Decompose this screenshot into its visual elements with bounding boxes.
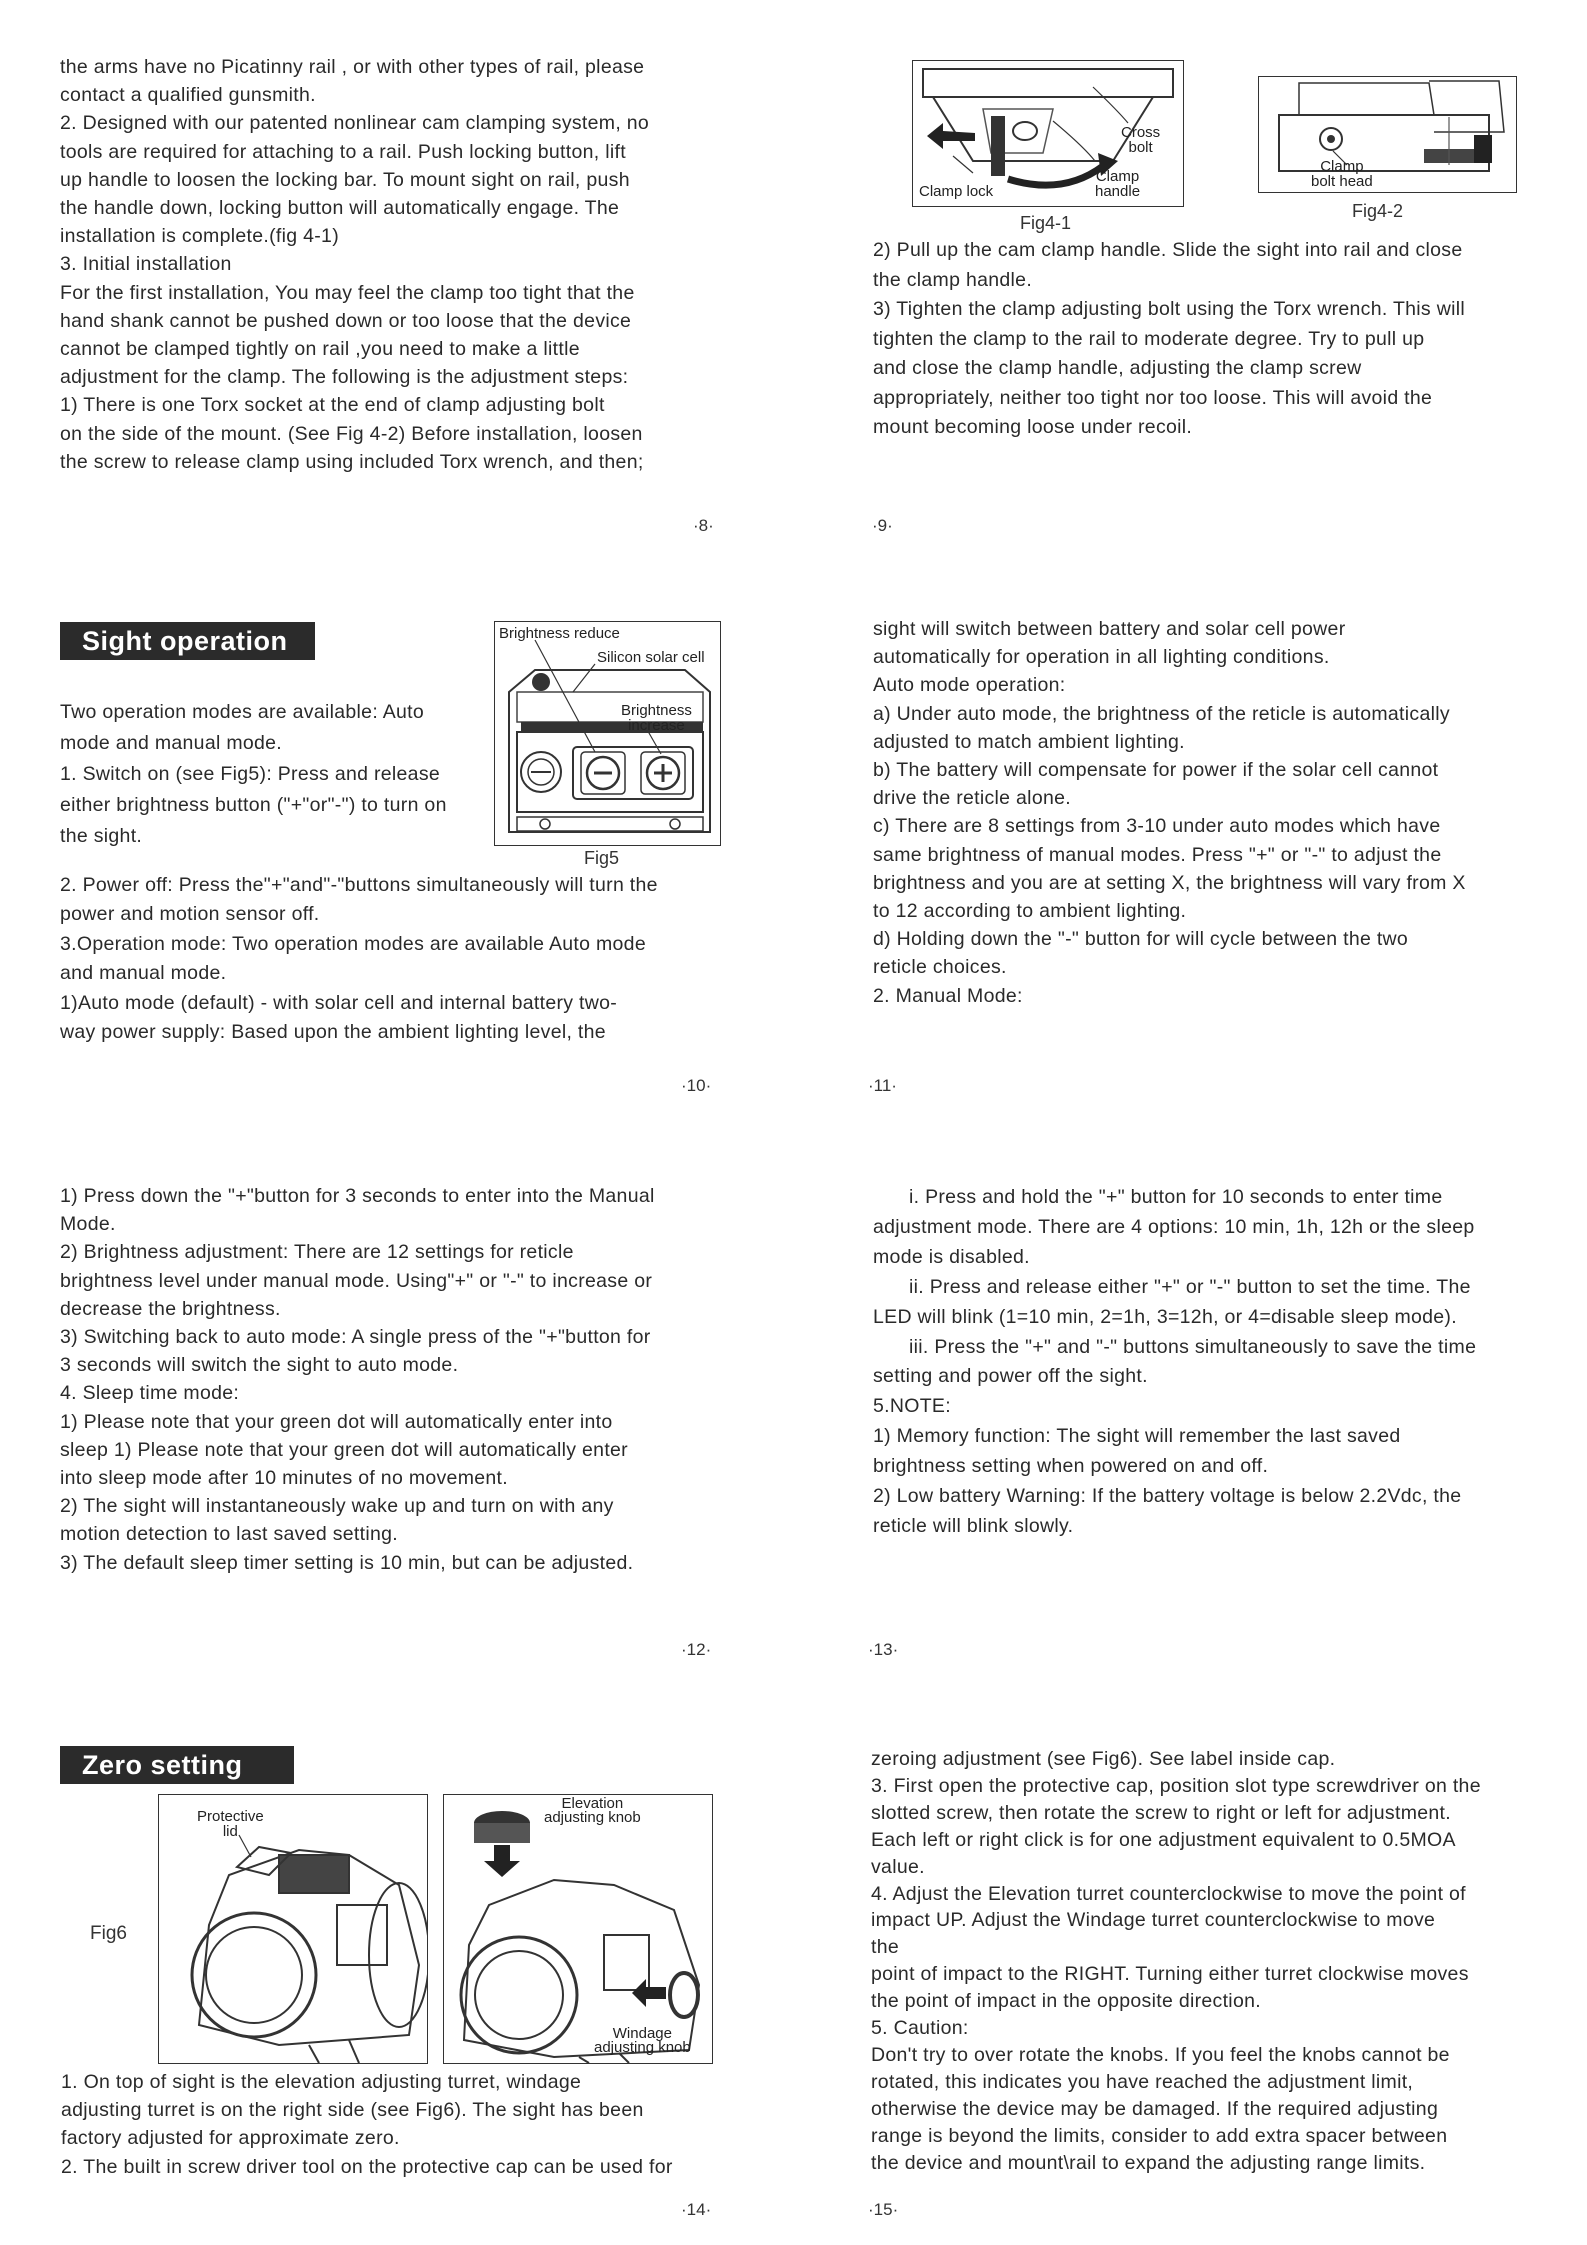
text-line: contact a qualified gunsmith. [60, 84, 316, 107]
text-line: 2. Power off: Press the"+"and"-"buttons simultaneously will turn the [60, 874, 658, 896]
text-line: 2) Pull up the cam clamp handle. Slide the sight into rail and close [873, 239, 1463, 261]
text-line: Each left or right click is for one adjustment equivalent to 0.5MOA [871, 1828, 1456, 1851]
text-line: automatically for operation in all lighting conditions. [873, 646, 1330, 669]
text-line: 1) Please note that your green dot will automatically enter into [60, 1410, 613, 1433]
section-heading-sight-operation: Sight operation [60, 622, 315, 660]
windage-knob-label: Windage adjusting knob [594, 2025, 691, 2056]
text-line: same brightness of manual modes. Press "+" or "-" to adjust the [873, 843, 1442, 866]
text-line: brightness setting when powered on and off. [873, 1455, 1269, 1478]
page-14-text [61, 2068, 751, 2181]
cross-bolt-label: Cross bolt [1121, 124, 1161, 156]
text-line: zeroing adjustment (see Fig6). See label inside cap. [871, 1748, 1336, 1770]
text-line: Auto mode operation: [873, 674, 1066, 697]
text-line: 3) Tighten the clamp adjusting bolt using the Torx wrench. This will [873, 298, 1465, 320]
text-line: 3) The default sleep timer setting is 10 min, but can be adjusted. [60, 1551, 634, 1574]
figure-6-caption: Fig6 [90, 1923, 127, 1944]
text-line: 5. Caution: [871, 2017, 969, 2040]
text-line: value. [871, 1855, 925, 1878]
text-line: way power supply: Based upon the ambient lighting level, the [60, 1021, 606, 1044]
page-11-text [873, 615, 1553, 1010]
text-line: 4. Adjust the Elevation turret counterclockwise to move the point of [871, 1882, 1466, 1905]
text-line: 1)Auto mode (default) - with solar cell and internal battery two- [60, 991, 618, 1014]
text-line: Mode. [60, 1213, 116, 1236]
text-line: slotted screw, then rotate the screw to right or left for adjustment. [871, 1801, 1451, 1824]
text-line: 2. The built in screw driver tool on the protective cap can be used for [61, 2155, 673, 2178]
figure-4-2-caption: Fig4-2 [1352, 201, 1404, 221]
text-line: the device and mount\rail to expand the adjusting range limits. [871, 2151, 1426, 2174]
page-number-12: ·12· [681, 1640, 712, 1659]
figure-5-caption: Fig5 [584, 848, 620, 868]
text-line: motion detection to last saved setting. [60, 1523, 398, 1546]
page-9-text [873, 236, 1553, 443]
page-number-10: ·10· [681, 1076, 712, 1095]
text-line: a) Under auto mode, the brightness of the reticle is automatically [873, 702, 1450, 725]
text-line: the arms have no Picatinny rail , or with other types of rail, please [60, 56, 645, 78]
page-8-text [60, 53, 740, 476]
text-line: 1) Memory function: The sight will remember the last saved [873, 1425, 1401, 1448]
text-line: 1. Switch on (see Fig5): Press and release [60, 763, 441, 785]
text-line: d) Holding down the "-" button for will cycle between the two [873, 928, 1409, 951]
text-line: 1. On top of sight is the elevation adjusting turret, windage [61, 2071, 582, 2093]
clamp-bolt-illustration [1259, 77, 1516, 192]
text-line: adjusting turret is on the right side (see Fig6). The sight has been [61, 2099, 644, 2122]
text-line: 5.NOTE: [873, 1395, 951, 1418]
figure-5 [494, 621, 721, 846]
text-line: sight will switch between battery and solar cell power [873, 618, 1346, 640]
text-line: reticle will blink slowly. [873, 1514, 1074, 1537]
text-line: Don't try to over rotate the knobs. If you feel the knobs cannot be [871, 2043, 1450, 2066]
text-line: 4. Sleep time mode: [60, 1382, 240, 1405]
text-line: and manual mode. [60, 962, 227, 985]
figure-6-left [158, 1794, 428, 2064]
text-line: the sight. [60, 825, 143, 847]
text-line: either brightness button ("+"or"-") to turn on [60, 794, 447, 816]
page-10-side-text [60, 697, 500, 852]
text-line: ii. Press and release either "+" or "-" button to set the time. The [909, 1275, 1471, 1298]
text-line: 2) Low battery Warning: If the battery voltage is below 2.2Vdc, the [873, 1485, 1462, 1508]
text-line: 3. Initial installation [60, 253, 232, 276]
text-line: 3.Operation mode: Two operation modes are available Auto mode [60, 932, 646, 955]
page-number-11: ·11· [868, 1076, 897, 1095]
elevation-knob-label: Elevation adjusting knob [544, 1795, 641, 1826]
page-10-text [60, 871, 740, 1047]
text-line: appropriately, neither too tight nor too loose. This will avoid the [873, 386, 1433, 409]
protective-lid-label: Protective lid [197, 1808, 264, 1840]
text-line: mode is disabled. [873, 1245, 1030, 1268]
text-line: power and motion sensor off. [60, 903, 320, 926]
text-line: installation is complete.(fig 4-1) [60, 225, 339, 248]
text-line: reticle choices. [873, 956, 1007, 979]
text-line: to 12 according to ambient lighting. [873, 900, 1187, 923]
text-line: tools are required for attaching to a rail. Push locking button, lift [60, 140, 626, 163]
text-line: i. Press and hold the "+" button for 10 seconds to enter time [909, 1186, 1443, 1208]
text-line: 3) Switching back to auto mode: A single press of the "+"button for [60, 1326, 651, 1349]
text-line: tighten the clamp to the rail to moderate degree. Try to pull up [873, 327, 1425, 350]
text-line: sleep 1) Please note that your green dot will automatically enter [60, 1438, 628, 1461]
text-line: otherwise the device may be damaged. If the required adjusting [871, 2097, 1439, 2120]
figure-6-right [443, 1794, 713, 2064]
text-line: and close the clamp handle, adjusting the clamp screw [873, 357, 1362, 379]
text-line: on the side of the mount. (See Fig 4-2) Before installation, loosen [60, 422, 643, 445]
text-line: rotated, this indicates you have reached the adjustment limit, [871, 2070, 1414, 2093]
text-line: c) There are 8 settings from 3-10 under auto modes which have [873, 815, 1441, 838]
page-number-15: ·15· [868, 2200, 899, 2219]
text-line: mount becoming loose under recoil. [873, 416, 1193, 438]
text-line: the screw to release clamp using included Torx wrench, and then; [60, 450, 644, 473]
figure-4-1 [912, 60, 1184, 207]
page-12-text [60, 1182, 740, 1577]
sight-knobs-illustration [444, 1795, 712, 2063]
text-line: iii. Press the "+" and "-" buttons simultaneously to save the time [909, 1335, 1477, 1358]
page-number-9: ·9· [872, 516, 893, 535]
text-line: LED will blink (1=10 min, 2=1h, 3=12h, or 4=disable sleep mode). [873, 1305, 1457, 1328]
page-13-text [873, 1183, 1553, 1542]
text-line: mode and manual mode. [60, 732, 283, 754]
clamp-handle-label: Clamp handle [1095, 168, 1141, 200]
page-number-14: ·14· [681, 2200, 712, 2219]
text-line: range is beyond the limits, consider to add extra spacer between [871, 2124, 1448, 2147]
text-line: the point of impact in the opposite direction. [871, 1990, 1261, 2013]
text-line: 3 seconds will switch the sight to auto mode. [60, 1354, 459, 1377]
text-line: setting and power off the sight. [873, 1365, 1148, 1388]
text-line: For the first installation, You may feel the clamp too tight that the [60, 281, 635, 304]
text-line: up handle to loosen the locking bar. To mount sight on rail, push [60, 168, 630, 191]
text-line: cannot be clamped tightly on rail ,you need to make a little [60, 338, 580, 361]
text-line: 2. Designed with our patented nonlinear cam clamping system, no [60, 112, 650, 135]
text-line: 1) Press down the "+"button for 3 seconds to enter into the Manual [60, 1185, 655, 1207]
brightness-reduce-label: Brightness reduce [499, 625, 620, 642]
page-number-13: ·13· [868, 1640, 899, 1659]
text-line: hand shank cannot be pushed down or too loose that the device [60, 309, 632, 332]
clamp-lock-label: Clamp lock [919, 183, 994, 200]
brightness-increase-label: Brightness increase [621, 702, 692, 734]
text-line: 1) There is one Torx socket at the end of clamp adjusting bolt [60, 394, 605, 417]
text-line: the [871, 1936, 900, 1959]
text-line: the clamp handle. [873, 268, 1033, 291]
text-line: 2) Brightness adjustment: There are 12 settings for reticle [60, 1241, 574, 1264]
text-line: impact UP. Adjust the Windage turret counterclockwise to move [871, 1909, 1436, 1932]
text-line: adjustment mode. There are 4 options: 10 min, 1h, 12h or the sleep [873, 1215, 1475, 1238]
text-line: into sleep mode after 10 minutes of no movement. [60, 1467, 508, 1490]
text-line: point of impact to the RIGHT. Turning either turret clockwise moves [871, 1963, 1469, 1986]
page-number-8: ·8· [693, 516, 714, 535]
text-line: the handle down, locking button will automatically engage. The [60, 197, 620, 220]
figure-4-1-caption: Fig4-1 [1020, 213, 1072, 233]
text-line: b) The battery will compensate for power if the solar cell cannot [873, 759, 1439, 782]
text-line: decrease the brightness. [60, 1297, 281, 1320]
section-heading-zero-setting: Zero setting [60, 1746, 294, 1784]
text-line: adjusted to match ambient lighting. [873, 730, 1185, 753]
text-line: Two operation modes are available: Auto [60, 701, 425, 723]
page-15-text [871, 1746, 1561, 2177]
text-line: brightness and you are at setting X, the brightness will vary from X [873, 871, 1466, 894]
figure-4-2 [1258, 76, 1517, 193]
silicon-solar-cell-label: Silicon solar cell [597, 649, 705, 666]
text-line: adjustment for the clamp. The following is the adjustment steps: [60, 366, 629, 389]
text-line: 2) The sight will instantaneously wake up and turn on with any [60, 1495, 614, 1518]
text-line: 2. Manual Mode: [873, 984, 1023, 1007]
clamp-bolt-head-label: Clamp bolt head [1311, 158, 1373, 190]
text-line: 3. First open the protective cap, position slot type screwdriver on the [871, 1774, 1481, 1797]
text-line: drive the reticle alone. [873, 787, 1071, 810]
text-line: brightness level under manual mode. Using"+" or "-" to increase or [60, 1269, 653, 1292]
text-line: factory adjusted for approximate zero. [61, 2127, 400, 2150]
